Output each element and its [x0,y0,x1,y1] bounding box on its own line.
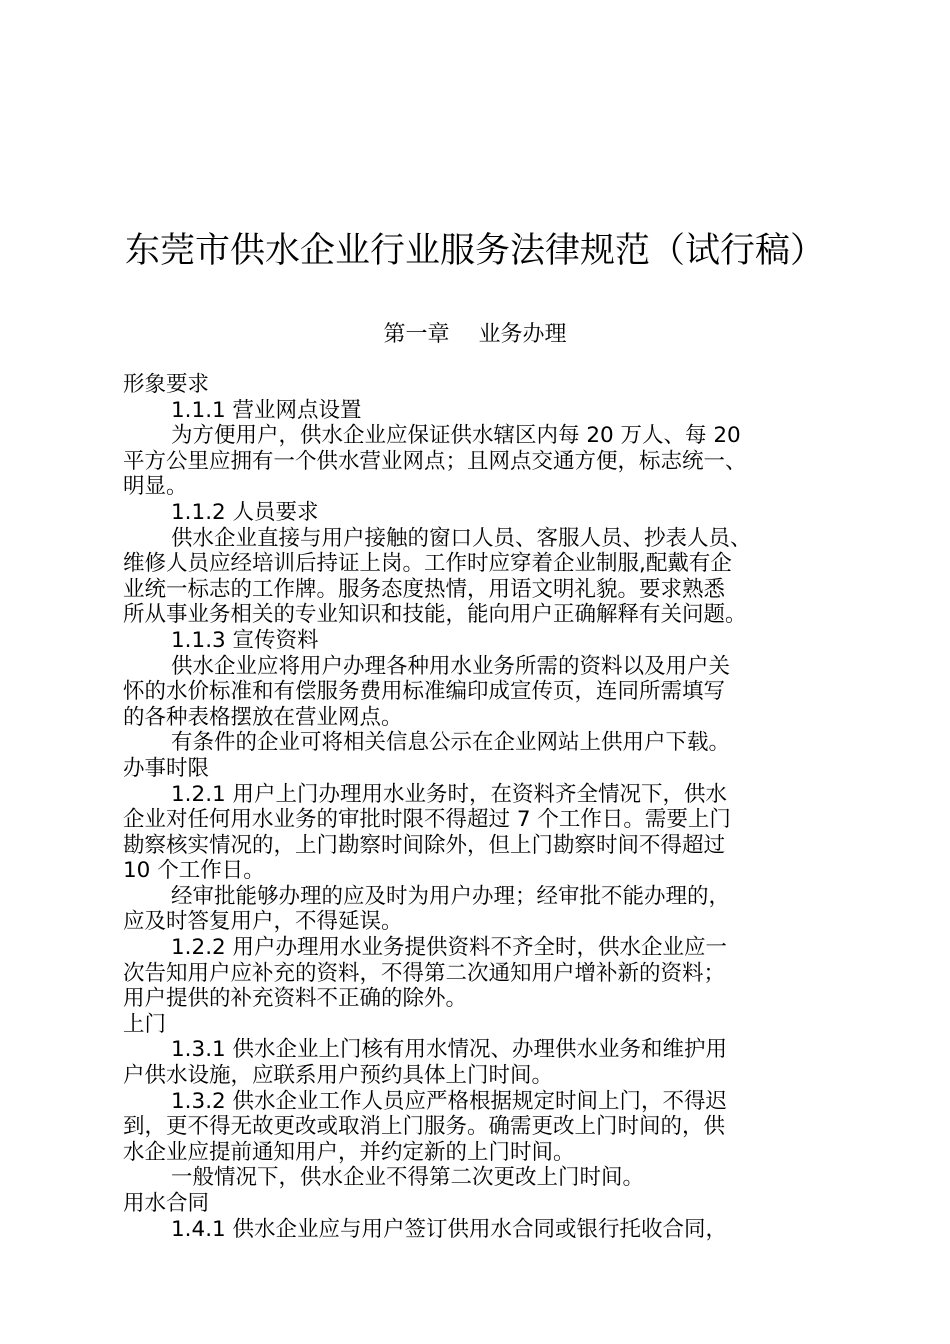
chapter-heading: 第一章 业务办理 [383,322,567,347]
text-line: 上门 [123,1011,167,1037]
text-line: 到，更不得无故更改或取消上门服务。确需更改上门时间的，供 [123,1114,726,1140]
document-body [123,372,835,1242]
text-line: 水企业应提前通知用户，并约定新的上门时间。 [123,1139,575,1165]
text-line: 形象要求 [123,372,210,397]
text-line: 企业对任何用水业务的审批时限不得超过 7 个工作日。需要上门 [123,807,731,833]
document-title: 东莞市供水企业行业服务法律规范（试行稿） [124,231,825,271]
text-line: 1.3.1 供水企业上门核有用水情况、办理供水业务和维护用 [171,1037,728,1063]
text-line: 1.3.2 供水企业工作人员应严格根据规定时间上门，不得迟 [171,1088,728,1114]
text-line: 明显。 [123,474,188,500]
text-line: 供水企业直接与用户接触的窗口人员、客服人员、抄表人员、 [171,525,752,551]
text-line: 1.1.1 营业网点设置 [171,397,362,423]
text-line: 平方公里应拥有一个供水营业网点；且网点交通方便，标志统一、 [123,448,747,474]
text-line: 为方便用户，供水企业应保证供水辖区内每 20 万人、每 20 [171,423,741,449]
text-line: 次告知用户应补充的资料，不得第二次通知用户增补新的资料； [123,960,726,986]
text-line: 勘察核实情况的，上门勘察时间除外，但上门勘察时间不得超过 [123,832,726,858]
text-line: 维修人员应经培训后持证上岗。工作时应穿着企业制服,配戴有企 [123,551,732,577]
text-line: 用水合同 [123,1191,210,1216]
text-line: 1.1.3 宣传资料 [171,627,319,653]
text-line: 1.4.1 供水企业应与用户签订供用水合同或银行托收合同， [171,1216,728,1242]
text-line: 1.2.2 用户办理用水业务提供资料不齐全时，供水企业应一 [171,935,728,961]
text-line: 所从事业务相关的专业知识和技能，能向用户正确解释有关问题。 [123,602,747,628]
text-line: 经审批能够办理的应及时为用户办理；经审批不能办理的， [171,883,731,909]
text-line: 怀的水价标准和有偿服务费用标准编印成宣传页，连同所需填写 [123,679,726,705]
text-line: 1.2.1 用户上门办理用水业务时，在资料齐全情况下，供水 [171,781,728,807]
text-line: 户供水设施，应联系用户预约具体上门时间。 [123,1063,554,1089]
text-line: 1.1.2 人员要求 [171,499,319,525]
text-line: 供水企业应将用户办理各种用水业务所需的资料以及用户关 [171,653,731,679]
text-line: 办事时限 [123,755,210,781]
text-line: 10 个工作日。 [123,858,265,884]
text-line: 有条件的企业可将相关信息公示在企业网站上供用户下载。 [171,730,731,756]
text-line: 的各种表格摆放在营业网点。 [123,704,403,730]
text-line: 应及时答复用户，不得延误。 [123,909,403,935]
text-line: 用户提供的补充资料不正确的除外。 [123,986,468,1012]
text-line: 业统一标志的工作牌。服务态度热情，用语文明礼貌。要求熟悉 [123,576,726,602]
text-line: 一般情况下，供水企业不得第二次更改上门时间。 [171,1165,645,1191]
